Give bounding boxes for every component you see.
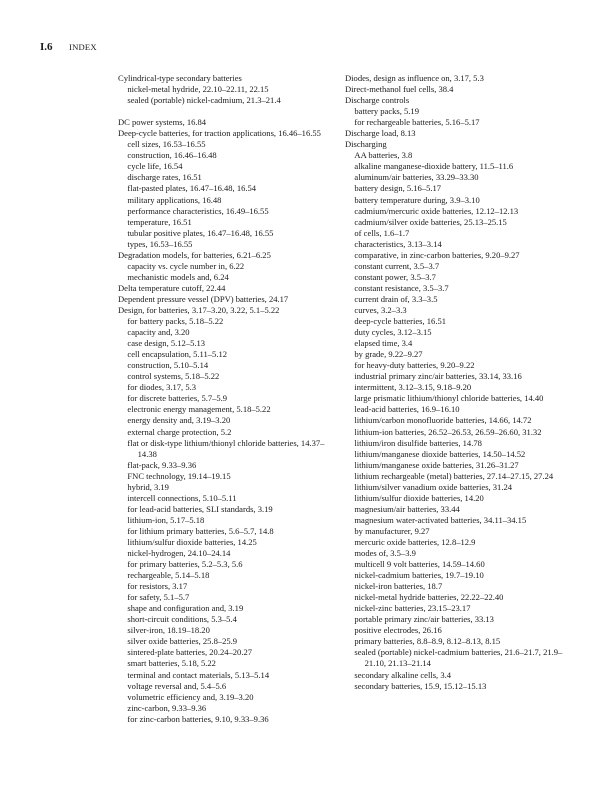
index-subentry: silver-iron, 18.19–18.20 xyxy=(127,625,210,636)
index-entry: Degradation models, for batteries, 6.21–6.25 xyxy=(118,249,271,260)
index-subentry: zinc-carbon, 9.33–9.36 xyxy=(127,702,207,713)
index-subentry: discharge rates, 16.51 xyxy=(127,172,202,183)
index-subentry: smart batteries, 5.18, 5.22 xyxy=(127,658,216,669)
index-subentry: current drain of, 3.3–3.5 xyxy=(354,293,438,304)
index-entry: Discharge controls xyxy=(345,95,410,106)
index-subentry: lithium/manganese oxide batteries, 31.26–31.27 xyxy=(354,459,519,470)
index-subentry: nickel-hydrogen, 24.10–24.14 xyxy=(127,548,231,559)
index-subentry: sintered-plate batteries, 20.24–20.27 xyxy=(127,647,253,658)
index-subentry: intercell connections, 5.10–5.11 xyxy=(127,492,237,503)
index-subentry: for zinc-carbon batteries, 9.10, 9.33–9.36 xyxy=(127,713,269,724)
entry-gap xyxy=(118,106,328,117)
index-subentry: cadmium/mercuric oxide batteries, 12.12–12.13 xyxy=(354,205,519,216)
index-subentry: aluminum/air batteries, 33.29–33.30 xyxy=(354,172,479,183)
index-entry: Direct-methanol fuel cells, 38.4 xyxy=(345,84,454,95)
index-subentry: construction, 16.46–16.48 xyxy=(127,150,217,161)
index-subentry: lithium-ion batteries, 26.52–26.53, 26.59–26.60, 31.32 xyxy=(354,426,542,437)
index-subentry: energy density and, 3.19–3.20 xyxy=(127,415,231,426)
index-subentry: magnesium/air batteries, 33.44 xyxy=(354,503,460,514)
index-subentry: hybrid, 3.19 xyxy=(127,481,169,492)
index-subentry: primary batteries, 8.8–8.9, 8.12–8.13, 8.15 xyxy=(354,636,501,647)
index-subentry: constant power, 3.5–3.7 xyxy=(354,271,436,282)
index-subentry: for lead-acid batteries, SLI standards, 3.19 xyxy=(127,503,273,514)
index-entry: Discharge load, 8.13 xyxy=(345,128,416,139)
index-subentry: cell encapsulation, 5.11–5.12 xyxy=(127,349,228,360)
index-subentry: types, 16.53–16.55 xyxy=(127,238,193,249)
index-subentry: temperature, 16.51 xyxy=(127,216,192,227)
index-subentry: multicell 9 volt batteries, 14.59–14.60 xyxy=(354,559,485,570)
index-subentry: cell sizes, 16.53–16.55 xyxy=(127,139,206,150)
index-subentry: voltage reversal and, 5.4–5.6 xyxy=(127,680,227,691)
index-column-right xyxy=(345,73,567,692)
index-subentry: control systems, 5.18–5.22 xyxy=(127,371,220,382)
index-subentry: secondary alkaline cells, 3.4 xyxy=(354,669,451,680)
index-subentry: lithium rechargeable (metal) batteries, 27.14–27.15, 27.24 xyxy=(354,470,554,481)
index-subentry: terminal and contact materials, 5.13–5.14 xyxy=(127,669,270,680)
index-subentry: flat-pack, 9.33–9.36 xyxy=(127,459,197,470)
index-subentry: sealed (portable) nickel-cadmium batteries, 21.6–21.7, 21.9–21.10, 21.13–21.14 xyxy=(354,647,563,669)
index-subentry: short-circuit conditions, 5.3–5.4 xyxy=(127,614,237,625)
index-entry: Dependent pressure vessel (DPV) batteries, 24.17 xyxy=(118,293,289,304)
index-subentry: tubular positive plates, 16.47–16.48, 16.55 xyxy=(127,227,274,238)
index-subentry: portable primary zinc/air batteries, 33.13 xyxy=(354,614,494,625)
index-subentry: for discrete batteries, 5.7–5.9 xyxy=(127,393,228,404)
index-subentry: lithium/carbon monofluoride batteries, 14.66, 14.72 xyxy=(354,415,532,426)
running-head: INDEX xyxy=(69,42,97,52)
index-subentry: lithium/manganese dioxide batteries, 14.50–14.52 xyxy=(354,448,526,459)
index-subentry: cadmium/silver oxide batteries, 25.13–25.15 xyxy=(354,216,507,227)
index-subentry: for battery packs, 5.18–5.22 xyxy=(127,316,224,327)
index-subentry: duty cycles, 3.12–3.15 xyxy=(354,327,432,338)
index-subentry: volumetric efficiency and, 3.19–3.20 xyxy=(127,691,254,702)
index-subentry: lithium-ion, 5.17–5.18 xyxy=(127,514,205,525)
index-subentry: lithium/sulfur dioxide batteries, 14.25 xyxy=(127,536,257,547)
index-subentry: constant resistance, 3.5–3.7 xyxy=(354,282,449,293)
index-subentry: sealed (portable) nickel-cadmium, 21.3–21.4 xyxy=(127,95,281,106)
index-subentry: battery packs, 5.19 xyxy=(354,106,419,117)
index-subentry: mechanistic models and, 6.24 xyxy=(127,271,229,282)
index-subentry: rechargeable, 5.14–5.18 xyxy=(127,570,210,581)
index-subentry: AA batteries, 3.8 xyxy=(354,150,413,161)
index-subentry: characteristics, 3.13–3.14 xyxy=(354,238,442,249)
index-subentry: by manufacturer, 9.27 xyxy=(354,525,430,536)
index-entry: Delta temperature cutoff, 22.44 xyxy=(118,282,226,293)
index-subentry: FNC technology, 19.14–19.15 xyxy=(127,470,231,481)
index-subentry: for resistors, 3.17 xyxy=(127,581,188,592)
index-subentry: performance characteristics, 16.49–16.55 xyxy=(127,205,269,216)
index-subentry: constant current, 3.5–3.7 xyxy=(354,260,440,271)
index-subentry: flat or disk-type lithium/thionyl chloride batteries, 14.37–14.38 xyxy=(127,437,325,459)
index-subentry: elapsed time, 3.4 xyxy=(354,338,413,349)
index-subentry: mercuric oxide batteries, 12.8–12.9 xyxy=(354,536,476,547)
index-entry: Design, for batteries, 3.17–3.20, 3.22, 5.1–5.22 xyxy=(118,304,280,315)
index-subentry: electronic energy management, 5.18–5.22 xyxy=(127,404,271,415)
index-subentry: comparative, in zinc-carbon batteries, 9.20–9.27 xyxy=(354,249,520,260)
index-subentry: intermittent, 3.12–3.15, 9.18–9.20 xyxy=(354,382,472,393)
index-subentry: of cells, 1.6–1.7 xyxy=(354,227,410,238)
page-header xyxy=(40,41,97,55)
index-subentry: nickel-iron batteries, 18.7 xyxy=(354,581,443,592)
index-subentry: cycle life, 16.54 xyxy=(127,161,183,172)
index-subentry: battery temperature during, 3.9–3.10 xyxy=(354,194,480,205)
index-entry: Deep-cycle batteries, for traction applications, 16.46–16.55 xyxy=(118,128,321,139)
index-entry: Diodes, design as influence on, 3.17, 5.3 xyxy=(345,73,484,83)
index-subentry: capacity and, 3.20 xyxy=(127,327,190,338)
index-subentry: construction, 5.10–5.14 xyxy=(127,360,209,371)
index-subentry: magnesium water-activated batteries, 34.11–34.15 xyxy=(354,514,527,525)
index-subentry: nickel-metal hydride batteries, 22.22–22.40 xyxy=(354,592,504,603)
index-subentry: military applications, 16.48 xyxy=(127,194,222,205)
index-subentry: for diodes, 3.17, 5.3 xyxy=(127,382,197,393)
index-subentry: alkaline manganese-dioxide battery, 11.5–11.6 xyxy=(354,161,514,172)
index-subentry: modes of, 3.5–3.9 xyxy=(354,548,416,559)
index-subentry: for lithium primary batteries, 5.6–5.7, 14.8 xyxy=(127,525,274,536)
page-number: I.6 xyxy=(40,41,53,53)
index-entry: DC power systems, 16.84 xyxy=(118,117,207,128)
index-subentry: large prismatic lithium/thionyl chloride batteries, 14.40 xyxy=(354,393,544,404)
index-subentry: positive electrodes, 26.16 xyxy=(354,625,442,636)
index-subentry: flat-pasted plates, 16.47–16.48, 16.54 xyxy=(127,183,257,194)
index-subentry: for primary batteries, 5.2–5.3, 5.6 xyxy=(127,559,243,570)
index-subentry: silver oxide batteries, 25.8–25.9 xyxy=(127,636,238,647)
index-subentry: case design, 5.12–5.13 xyxy=(127,338,206,349)
index-subentry: nickel-metal hydride, 22.10–22.11, 22.15 xyxy=(127,84,269,95)
index-subentry: shape and configuration and, 3.19 xyxy=(127,603,244,614)
index-subentry: battery design, 5.16–5.17 xyxy=(354,183,442,194)
index-subentry: nickel-zinc batteries, 23.15–23.17 xyxy=(354,603,471,614)
index-subentry: lithium/iron disulfide batteries, 14.78 xyxy=(354,437,482,448)
index-subentry: external charge protection, 5.2 xyxy=(127,426,232,437)
index-subentry: for heavy-duty batteries, 9.20–9.22 xyxy=(354,360,475,371)
index-entry: Cylindrical-type secondary batteries xyxy=(118,73,242,83)
index-subentry: for safety, 5.1–5.7 xyxy=(127,592,190,603)
index-subentry: deep-cycle batteries, 16.51 xyxy=(354,316,447,327)
index-subentry: lithium/silver vanadium oxide batteries, 31.24 xyxy=(354,481,513,492)
index-subentry: lithium/sulfur dioxide batteries, 14.20 xyxy=(354,492,484,503)
index-column-left xyxy=(118,73,328,725)
index-entry: Discharging xyxy=(345,139,387,150)
index-subentry: nickel-cadmium batteries, 19.7–19.10 xyxy=(354,570,484,581)
index-subentry: for rechargeable batteries, 5.16–5.17 xyxy=(354,117,480,128)
index-subentry: curves, 3.2–3.3 xyxy=(354,304,407,315)
index-subentry: secondary batteries, 15.9, 15.12–15.13 xyxy=(354,680,487,691)
index-subentry: by grade, 9.22–9.27 xyxy=(354,349,423,360)
index-subentry: industrial primary zinc/air batteries, 33.14, 33.16 xyxy=(354,371,522,382)
index-subentry: capacity vs. cycle number in, 6.22 xyxy=(127,260,245,271)
index-subentry: lead-acid batteries, 16.9–16.10 xyxy=(354,404,460,415)
